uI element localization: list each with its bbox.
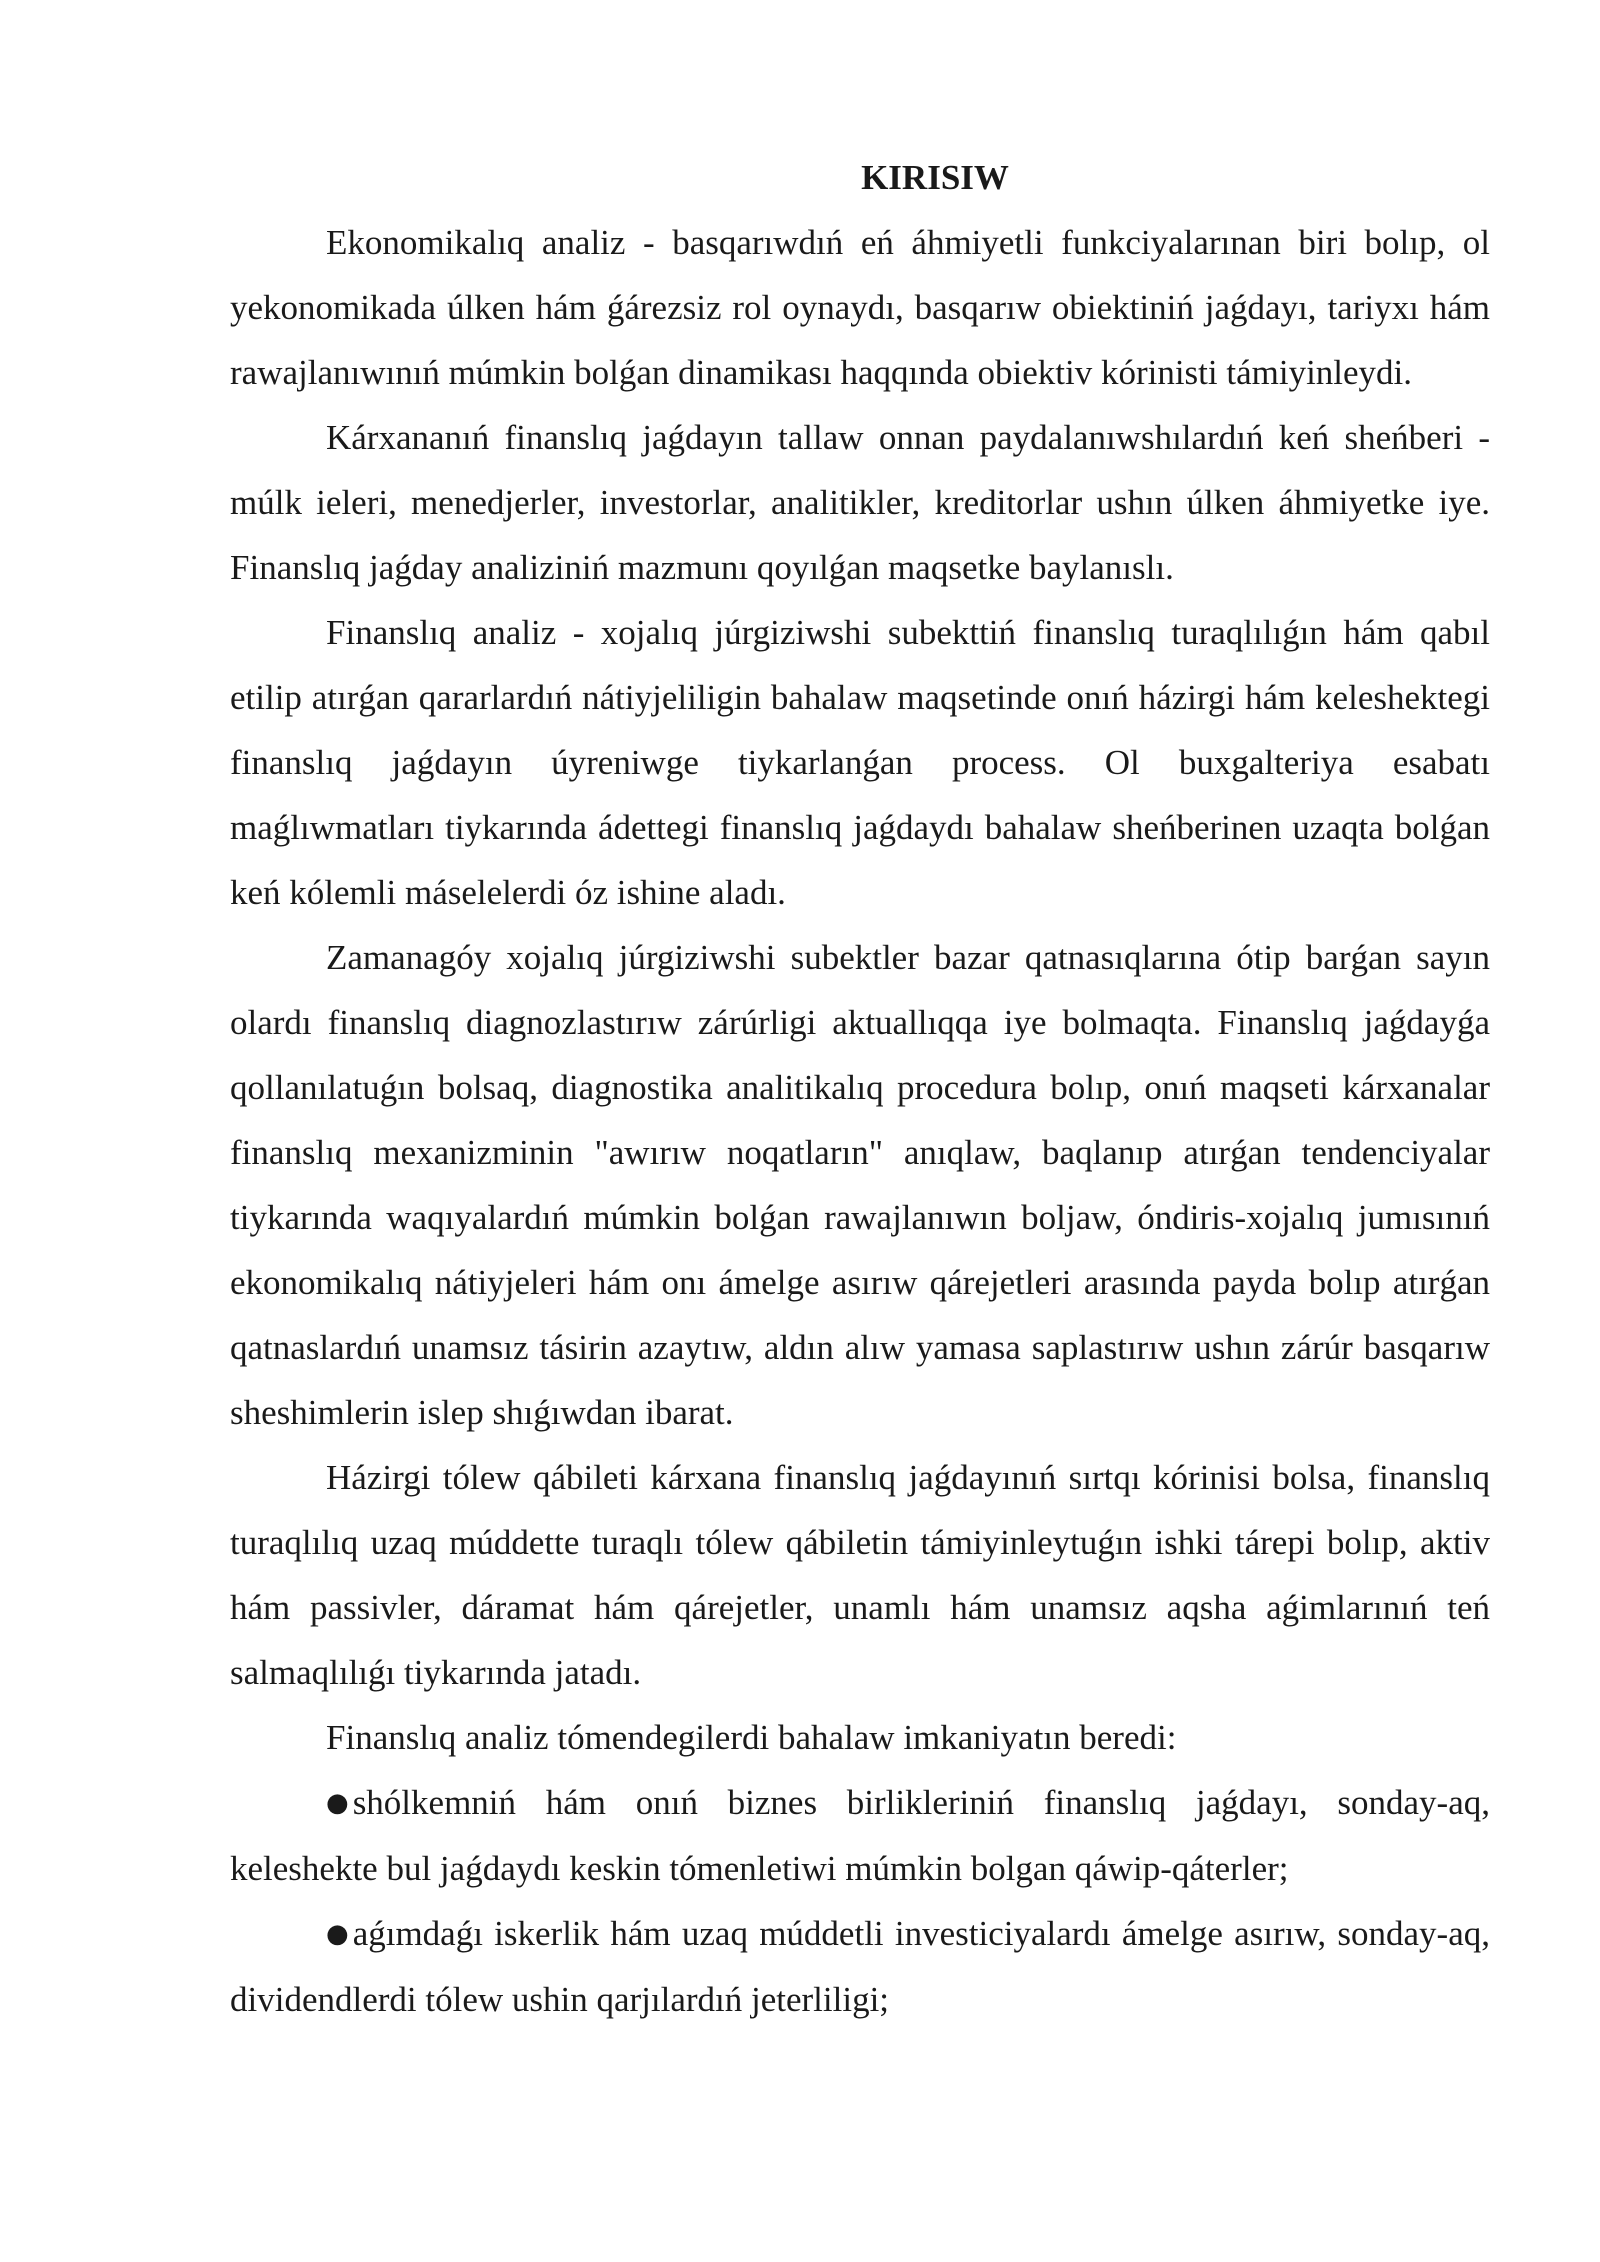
paragraph-5: Házirgi tólew qábileti kárxana finanslıq jaǵdayınıń sırtqı kórinisi bolsa, finanslıq turaqlılıq uzaq múddette turaqlı tólew qábiletin támiyinleytuǵın ishki tárepi bolıp, aktiv hám passivler, dáramat hám qárejetler, unamlı hám unamsız aqsha aǵimlarınıń teń salmaqlılıǵı tiykarında jatadı. [230, 1458, 1490, 1692]
bullet-item-2 [230, 1901, 1490, 2032]
paragraph-3: Finanslıq analiz - xojalıq júrgiziwshi subekttiń finanslıq turaqlılıǵın hám qabıl etilip atırǵan qararlardıń nátiyjeliligin bahalaw maqsetinde onıń házirgi hám keleshektegi finanslıq jaǵdayın úyreniwge tiykarlanǵan process. Ol buxgalteriya esabatı maǵlıwmatları tiykarında ádettegi finanslıq jaǵdaydı bahalaw sheńberinen uzaqta bolǵan keń kólemli máselelerdi óz ishine aladı. [230, 613, 1490, 912]
document-body [230, 145, 1490, 2032]
paragraph-1: Ekonomikalıq analiz - basqarıwdıń eń áhmiyetli funkciyalarınan biri bolıp, ol yekonomikada úlken hám ǵárezsiz rol oynaydı, basqarıw obiektiniń jaǵdayı, tariyxı hám rawajlanıwınıń múmkin bolǵan dinamikası haqqında obiektiv kórinisti támiyinleydi. [230, 223, 1490, 392]
document-title: KIRISIW [861, 158, 1009, 197]
bullet-icon: ● [326, 1788, 349, 1818]
bullet-item-text: shólkemniń hám onıń biznes birlikleriniń finanslıq jaǵdayı, sonday-aq, keleshekte bul jaǵdaydı keskin tómenletiwi múmkin bolgan qáwip-qáterler; [230, 1783, 1490, 1888]
paragraph-6: Finanslıq analiz tómendegilerdi bahalaw imkaniyatın beredi: [326, 1718, 1177, 1757]
bullet-item-1 [230, 1770, 1490, 1901]
bullet-icon: ● [326, 1919, 349, 1949]
paragraph-2: Kárxananıń finanslıq jaǵdayın tallaw onnan paydalanıwshılardıń keń sheńberi - múlk ieleri, menedjerler, investorlar, analitikler, kreditorlar ushın úlken áhmiyetke iye. Finanslıq jaǵday analiziniń mazmunı qoyılǵan maqsetke baylanıslı. [230, 418, 1490, 587]
bullet-item-text: aǵımdaǵı iskerlik hám uzaq múddetli investiciyalardı ámelge asırıw, sonday-aq, dividendlerdi tólew ushin qarjılardıń jeterliligi; [230, 1914, 1490, 2019]
paragraph-4: Zamanagóy xojalıq júrgiziwshi subektler bazar qatnasıqlarına ótip barǵan sayın olardı finanslıq diagnozlastırıw zárúrligi aktuallıqqa iye bolmaqta. Finanslıq jaǵdayǵa qollanılatuǵın bolsaq, diagnostika analitikalıq procedura bolıp, onıń maqseti kárxanalar finanslıq mexanizminin "awırıw noqatların" anıqlaw, baqlanıp atırǵan tendenciyalar tiykarında waqıyalardıń múmkin bolǵan rawajlanıwın boljaw, óndiris-xojalıq jumısınıń ekonomikalıq nátiyjeleri hám onı ámelge asırıw qárejetleri arasında payda bolıp atırǵan qatnaslardıń unamsız tásirin azaytıw, aldın alıw yamasa saplastırıw ushın zárúr basqarıw sheshimlerin islep shıǵıwdan ibarat. [230, 938, 1490, 1432]
